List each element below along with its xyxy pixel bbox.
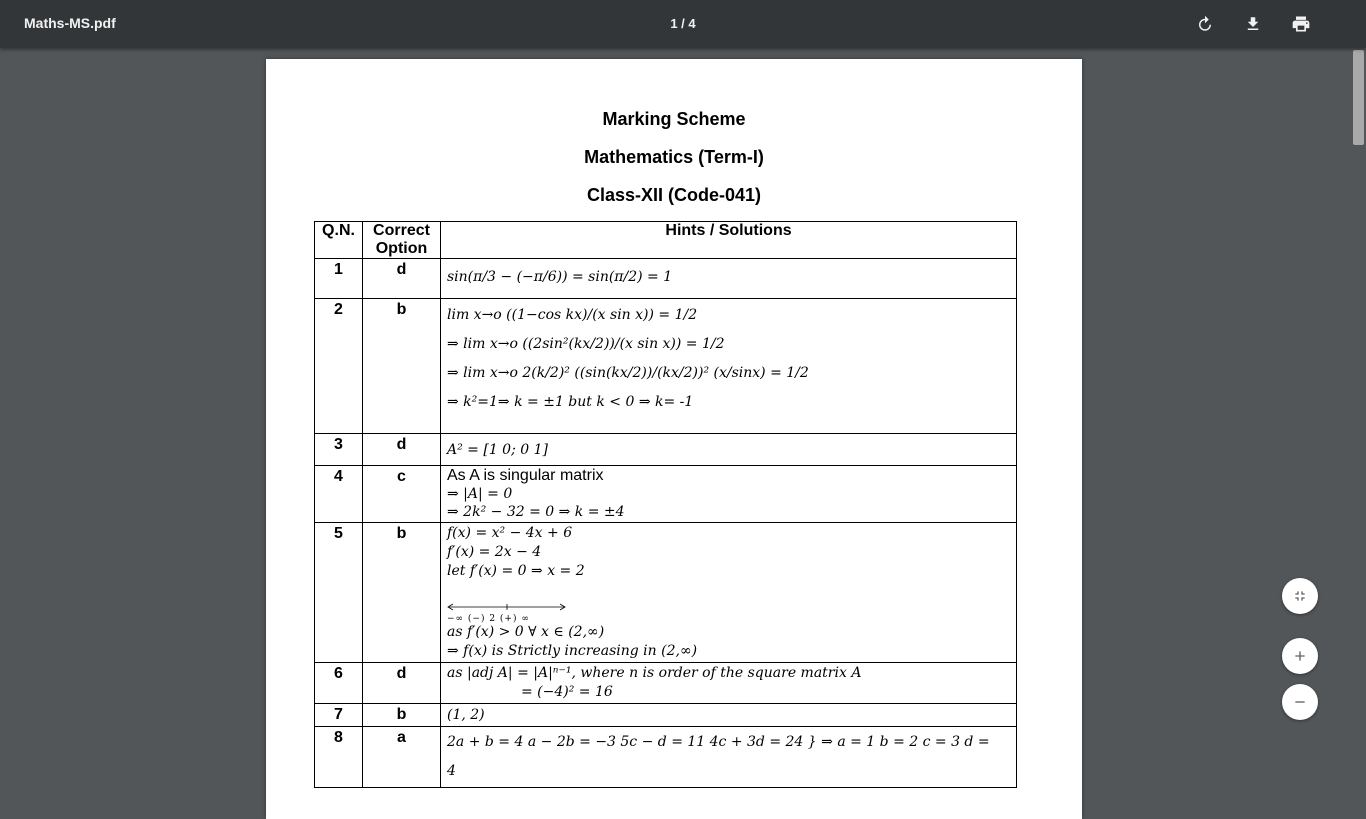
- doc-class: Class-XII (Code-041): [586, 185, 762, 205]
- row-qn: 3: [315, 434, 363, 466]
- marking-table: [314, 221, 1017, 788]
- table-row: [315, 704, 1017, 727]
- row-solution: f(x) = x² − 4x + 6 f′(x) = 2x − 4 let f′(x) = 0 ⇒ x = 2 −∞ (−) 2 (+) ∞ as f′(x) > 0 ∀ x ∈ (2,∞) ⇒ f(x) is Strictly increasing in (2,∞): [441, 523, 1017, 663]
- row-option: d: [363, 434, 441, 466]
- rotate-icon: [1196, 15, 1214, 33]
- row-qn: 1: [315, 259, 363, 299]
- row-solution: (1, 2): [441, 704, 1017, 727]
- file-name: Maths-MS.pdf: [24, 15, 116, 31]
- pdf-toolbar: [0, 0, 1366, 48]
- table-row: [315, 523, 1017, 663]
- row-solution: A² = [1 0; 0 1]: [441, 434, 1017, 466]
- table-row: [315, 727, 1017, 788]
- row-option: c: [363, 466, 441, 523]
- zoom-out-button[interactable]: [1282, 684, 1318, 720]
- fit-page-button[interactable]: [1282, 578, 1318, 614]
- scrollbar-thumb[interactable]: [1353, 50, 1364, 145]
- row-qn: 2: [315, 299, 363, 434]
- row-solution: lim x→o ((1−cos kx)/(x sin x)) = 1/2 ⇒ lim x→o ((2sin²(kx/2))/(x sin x)) = 1/2 ⇒ lim x→o 2(k/2)² ((sin(kx/2))/(kx/2))² (x/sinx) = 1/2 ⇒ k²=1⇒ k = ±1 but k < 0 ⇒ k= -1: [441, 299, 1017, 434]
- table-header: [315, 222, 1017, 259]
- table-row: [315, 299, 1017, 434]
- row-option: b: [363, 523, 441, 663]
- zoom-in-icon: [1292, 648, 1308, 664]
- row-solution: sin(π/3 − (−π/6)) = sin(π/2) = 1: [441, 259, 1017, 299]
- header-qn: Q.N.: [315, 222, 363, 259]
- table-row: [315, 466, 1017, 523]
- print-button[interactable]: [1285, 8, 1317, 40]
- vertical-scrollbar[interactable]: [1351, 48, 1366, 768]
- zoom-in-button[interactable]: [1282, 638, 1318, 674]
- download-icon: [1244, 15, 1262, 33]
- zoom-out-icon: [1292, 694, 1308, 710]
- fit-page-icon: [1292, 588, 1308, 604]
- table-row: [315, 259, 1017, 299]
- row-option: a: [363, 727, 441, 788]
- row-solution: as |adj A| = |A|ⁿ⁻¹, where n is order of the square matrix A = (−4)² = 16: [441, 663, 1017, 704]
- table-row: [315, 663, 1017, 704]
- row-qn: 4: [315, 466, 363, 523]
- row-qn: 5: [315, 523, 363, 663]
- row-qn: 7: [315, 704, 363, 727]
- row-qn: 6: [315, 663, 363, 704]
- row-solution: As A is singular matrix ⇒ |A| = 0 ⇒ 2k² − 32 = 0 ⇒ k = ±4: [441, 466, 1017, 523]
- header-solution: Hints / Solutions: [441, 222, 1017, 259]
- print-icon: [1291, 14, 1311, 34]
- doc-subtitle: Mathematics (Term-I): [584, 147, 764, 167]
- sign-number-line: −∞ (−) 2 (+) ∞: [447, 581, 1010, 623]
- row-solution: 2a + b = 4 a − 2b = −3 5c − d = 11 4c + 3d = 24 } ⇒ a = 1 b = 2 c = 3 d = 4: [441, 727, 1017, 788]
- row-option: b: [363, 299, 441, 434]
- pdf-page: [266, 59, 1082, 819]
- rotate-button[interactable]: [1189, 8, 1221, 40]
- row-option: b: [363, 704, 441, 727]
- row-option: d: [363, 259, 441, 299]
- download-button[interactable]: [1237, 8, 1269, 40]
- page-indicator: 1 / 4: [670, 16, 696, 31]
- header-option: Correct Option: [363, 222, 441, 259]
- table-row: [315, 434, 1017, 466]
- row-option: d: [363, 663, 441, 704]
- row-qn: 8: [315, 727, 363, 788]
- doc-title: Marking Scheme: [602, 109, 746, 129]
